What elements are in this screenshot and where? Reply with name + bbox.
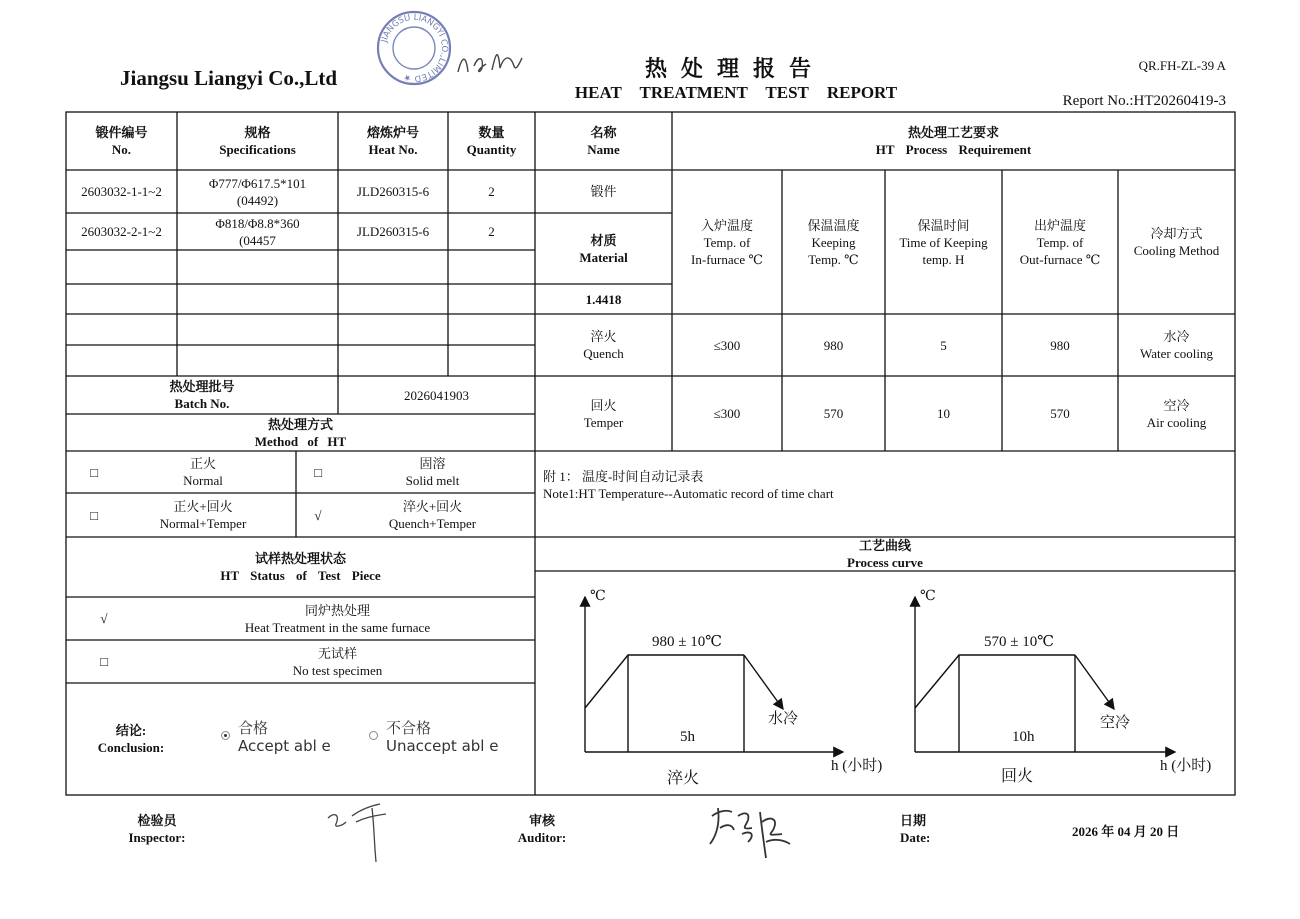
method-normal-temper-checkbox: □ [90, 507, 98, 523]
title-english: HEAT TREATMENT TEST REPORT [574, 83, 898, 102]
col-header-qty: 数量 Quantity [466, 125, 517, 157]
row1-qty: 2 [488, 184, 495, 199]
form-code: QR.FH-ZL-39 A [1138, 58, 1226, 73]
row2-spec: Φ818/Φ8.8*360 (04457 [215, 215, 300, 248]
date-value: 2026 年 04 月 20 日 [1072, 824, 1180, 839]
quench-out: 980 [1050, 337, 1070, 353]
temper-out: 570 [1050, 406, 1070, 421]
col-time: 保温时间 Time of Keeping temp. H [899, 217, 988, 267]
row1-spec: Φ777/Φ617.5*101 (04492) [208, 175, 307, 208]
temper-curve-label: 回火 [1001, 768, 1034, 785]
method-normal-label: 正火 Normal [183, 456, 223, 488]
col-header-heat: 熔炼炉号 Heat No. [366, 125, 419, 157]
quench-cool: 水冷 [768, 711, 799, 727]
temper-keeping: 570 [823, 406, 844, 421]
method-normal-temper-label: 正火+回火 Normal+Temper [159, 499, 247, 531]
temper-temp: 570 ± 10℃ [984, 634, 1055, 650]
col-header-name: 名称 Name [587, 125, 620, 157]
method-label: 热处理方式 Method of HT [254, 416, 347, 449]
row2-heat: JLD260315-6 [356, 224, 430, 239]
batch-value: 2026041903 [404, 387, 469, 403]
method-quench-temper-label: 淬火+回火 Quench+Temper [388, 499, 477, 531]
quench-hold: 5h [680, 729, 695, 745]
temper-hold: 10h [1012, 729, 1035, 745]
status-same-label: 同炉热处理 Heat Treatment in the same furnace [244, 602, 431, 635]
method-quench-temper-check: √ [314, 507, 322, 523]
curve-header: 工艺曲线 Process curve [847, 538, 923, 570]
method-solid-checkbox: □ [314, 464, 322, 480]
note-cn: 附 1： 温度-时间自动记录表 [543, 469, 704, 484]
process-curve-diagram [535, 571, 1235, 795]
title-chinese: 热处理报告 [644, 56, 825, 81]
temper-cool: 空冷 [1100, 715, 1131, 731]
col-cooling: 冷却方式 Cooling Method [1133, 226, 1220, 258]
quench-heating-line [585, 655, 744, 708]
temper-infurnace: ≤300 [713, 406, 741, 421]
company-name: Jiangsu Liangyi Co.,Ltd [120, 66, 338, 90]
batch-label: 热处理批号 Batch No. [169, 379, 235, 411]
status-none-label: 无试样 No test specimen [292, 645, 383, 678]
unacceptable-label: 不合格 Unaccept abl e [386, 719, 499, 755]
quench-cooling-arrow [744, 655, 783, 709]
quench-temp: 980 ± 10℃ [652, 634, 723, 650]
quench-label: 淬火 Quench [583, 329, 624, 361]
col-keeping: 保温温度 Keeping Temp. ℃ [807, 217, 860, 267]
status-none-checkbox: □ [100, 654, 108, 669]
temper-cooling: 空冷 Air cooling [1146, 397, 1207, 430]
status-label: 试样热处理状态 HT Status of Test Piece [220, 551, 381, 583]
quench-curve-label: 淬火 [667, 770, 700, 787]
row1-heat: JLD260315-6 [356, 184, 430, 199]
quench-time: 5 [940, 337, 947, 353]
material-value: 1.4418 [585, 291, 622, 307]
row2-qty: 2 [488, 224, 495, 239]
inspector-signature [322, 800, 398, 866]
auditor-signature [704, 800, 794, 864]
note-en: Note1:HT Temperature--Automatic record of time chart [543, 486, 834, 501]
name-value: 锻件 [590, 184, 617, 199]
temper-time: 10 [937, 406, 950, 421]
report-number: Report No.:HT20260419-3 [1062, 93, 1226, 109]
col-header-spec: 规格 Specifications [219, 125, 296, 157]
col-infurnace: 入炉温度 Temp. of In-furnace ℃ [691, 217, 763, 267]
quench-unit: ℃ [590, 589, 606, 604]
conclusion-label: 结论: Conclusion: [97, 723, 165, 755]
temper-cooling-arrow [1075, 655, 1114, 709]
quench-cooling: 水冷 Water cooling [1140, 329, 1213, 361]
unacceptable-radio[interactable] [369, 731, 378, 740]
svg-text:JIANGSU LIANGYI CO.,LIMITED ★: JIANGSU LIANGYI CO.,LIMITED ★ [379, 12, 450, 84]
col-header-process: 热处理工艺要求 HT Process Requirement [875, 125, 1032, 157]
temper-label: 回火 Temper [583, 397, 624, 430]
quench-infurnace: ≤300 [713, 337, 741, 353]
temper-xunit: h (小时) [1160, 758, 1212, 774]
note [543, 468, 834, 502]
col-header-no: 锻件编号 No. [95, 125, 148, 157]
temper-unit: ℃ [920, 589, 936, 604]
auditor-label: 审核 Auditor: [517, 813, 567, 845]
row1-no: 2603032-1-1~2 [81, 184, 162, 199]
method-normal-checkbox: □ [90, 464, 98, 480]
quench-xunit: h (小时) [831, 758, 883, 774]
status-same-check: √ [100, 611, 108, 626]
date-label: 日期 Date: [900, 813, 931, 845]
temper-heating-line [915, 655, 1075, 708]
acceptable-label: 合格 Accept abl e [238, 719, 331, 755]
method-solid-label: 固溶 Solid melt [405, 456, 460, 488]
quench-keeping: 980 [823, 337, 844, 353]
col-outfurnace: 出炉温度 Temp. of Out-furnace ℃ [1019, 217, 1101, 267]
material-label: 材质 Material [579, 232, 628, 265]
acceptable-radio[interactable] [221, 731, 230, 740]
row2-no: 2603032-2-1~2 [81, 224, 162, 239]
inspector-label: 检验员 Inspector: [128, 813, 186, 845]
